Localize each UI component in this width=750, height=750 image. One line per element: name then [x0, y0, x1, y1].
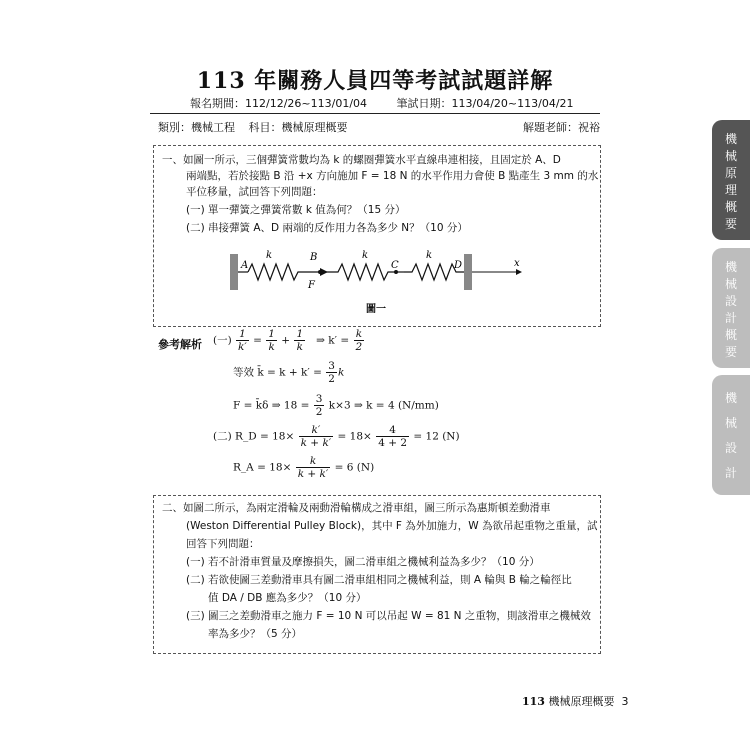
tab-char: 機 — [724, 132, 737, 146]
tab-char: 設 — [724, 294, 737, 308]
label-b: B — [310, 252, 318, 263]
label-k3: k — [426, 250, 433, 261]
q2-sub-2a: (二) 若欲使圖三差動滑車具有圖二滑車組相同之機械利益，則 A 輪與 B 輪之輪徑比 — [186, 574, 572, 586]
label-x: x — [514, 258, 520, 269]
q1-line-2: 兩端點，若於接點 B 沿 +x 方向施加 F = 18 N 的水平作用力會使 B 點產生 3 mm 的水 — [186, 170, 599, 182]
figure-1-caption: 圖一 — [366, 304, 386, 315]
q2-line-1: 二、如圖二所示，為兩定滑輪及兩動滑輪構成之滑車組，圖三所示為惠斯頓差動滑車 — [162, 502, 551, 514]
eq-1-result: ⇒ k′ = — [316, 334, 350, 347]
registration-period: 報名期間：112/12/26~113/01/04 — [190, 97, 368, 110]
analysis-label: 參考解析 — [158, 338, 202, 351]
category: 類別：機械工程 — [158, 121, 235, 134]
tab-char: 機 — [724, 391, 737, 405]
x-axis-arrow — [516, 269, 522, 275]
eq-3-result: k×3 ⇒ k = 4 (N/mm) — [328, 399, 439, 412]
tab-char: 原 — [724, 166, 737, 180]
part-2-marker: (二) — [213, 430, 232, 443]
eq-4-result: = 12 (N) — [413, 430, 460, 443]
exam-dates — [190, 95, 600, 111]
tab-char: 械 — [724, 149, 737, 163]
right-wall — [464, 254, 472, 290]
eq-3-lhs: F = k̄δ ⇒ 18 = — [233, 399, 310, 412]
eq-2-lhs: 等效 k̄ = k + k′ = — [233, 366, 322, 379]
q2-sub-3a: (三) 圖三之差動滑車之施力 F = 10 N 可以吊起 W = 81 N 之重物，則該滑車之機械效 — [186, 610, 591, 622]
eq-1: (一) $\frac{1}{k'}$ = $\frac{1}{k}$ + $\frac{1}{k}$ ⇒ k′ = $\frac{k}{2}$ — [213, 328, 363, 353]
q2-sub-3b: 率為多少？（5 分） — [208, 628, 303, 640]
page-footer — [522, 693, 628, 709]
spring-figure — [228, 248, 528, 296]
q2-sub-1: (一) 若不計滑車質量及摩擦損失，圖二滑車組之機械利益為多少？（10 分） — [186, 556, 540, 568]
teacher: 解題老師：祝裕 — [523, 121, 600, 134]
q2-line-3: 回答下列問題： — [186, 538, 260, 550]
label-c: C — [391, 260, 399, 271]
side-tab-machine-design-summary[interactable] — [712, 248, 750, 368]
q1-sub-1: (一) 單一彈簧之彈簧常數 k 值為何？（15 分） — [186, 204, 406, 216]
tab-char: 要 — [724, 217, 737, 231]
page-title: 113 年關務人員四等考試試題詳解 — [196, 68, 554, 94]
q2-sub-2b: 值 DA / DB 應為多少？（10 分） — [208, 592, 367, 604]
written-exam-date: 筆試日期：113/04/20~113/04/21 — [396, 97, 574, 110]
tab-char: 要 — [724, 345, 737, 359]
page-number: 3 — [621, 695, 629, 708]
left-wall — [230, 254, 238, 290]
eq-2: 等效 k̄ = k + k′ = $\frac{3}{2}$ k — [233, 360, 345, 385]
q1-line-1: 一、如圖一所示，三個彈簧常數均為 k 的螺圈彈簧水平直線串連相接，且固定於 A、D — [162, 154, 561, 166]
spring-1 — [248, 264, 308, 280]
tab-char: 概 — [724, 200, 737, 214]
question-2-box — [153, 495, 601, 654]
eq-5: R_A = 18× $\frac{k}{k + k'}$ = 6 (N) — [233, 455, 375, 480]
q2-line-2: (Weston Differential Pulley Block)，其中 F 為外加施力，W 為欲吊起重物之重量，試 — [186, 520, 598, 532]
node-b — [318, 270, 322, 274]
tab-char: 械 — [724, 277, 737, 291]
eq-3: F = k̄δ ⇒ 18 = $\frac{3}{2}$ k×3 ⇒ k = 4 (N/mm) — [233, 393, 439, 418]
label-d: D — [454, 260, 463, 271]
tab-char: 設 — [724, 441, 737, 455]
tab-char: 理 — [724, 183, 737, 197]
label-f: F — [308, 280, 315, 291]
footer-year: 113 — [522, 695, 545, 708]
label-k1: k — [266, 250, 273, 261]
side-tab-machine-design[interactable] — [712, 375, 750, 495]
tab-char: 計 — [724, 311, 737, 325]
tab-char: 機 — [724, 260, 737, 274]
q1-sub-2: (二) 串接彈簧 A、D 兩端的反作用力各為多少 N？（10 分） — [186, 222, 468, 234]
tab-char: 計 — [724, 466, 737, 480]
eq-5-result: = 6 (N) — [334, 461, 375, 474]
eq-4: (二) R_D = 18× $\frac{k'}{k + k'}$ = 18× $\frac{4}{4 + 2}$ = 12 (N) — [213, 424, 460, 449]
side-tab-mechanical-principles[interactable] — [712, 120, 750, 240]
eq-5-lhs: R_A = 18× — [233, 461, 292, 474]
header-rule — [150, 113, 600, 114]
eq-4-lhs: R_D = 18× — [235, 430, 295, 443]
tab-char: 械 — [724, 416, 737, 430]
eq-4-mid: = 18× — [337, 430, 372, 443]
footer-subject: 機械原理概要 — [548, 695, 615, 708]
spring-2 — [332, 264, 396, 280]
tab-char: 概 — [724, 328, 737, 342]
q1-line-3: 平位移量，試回答下列問題： — [186, 186, 323, 198]
label-a: A — [241, 260, 249, 271]
label-k2: k — [362, 250, 369, 261]
category-line — [158, 119, 358, 135]
subject: 科目：機械原理概要 — [248, 121, 348, 134]
part-1-marker: (一) — [213, 334, 232, 347]
